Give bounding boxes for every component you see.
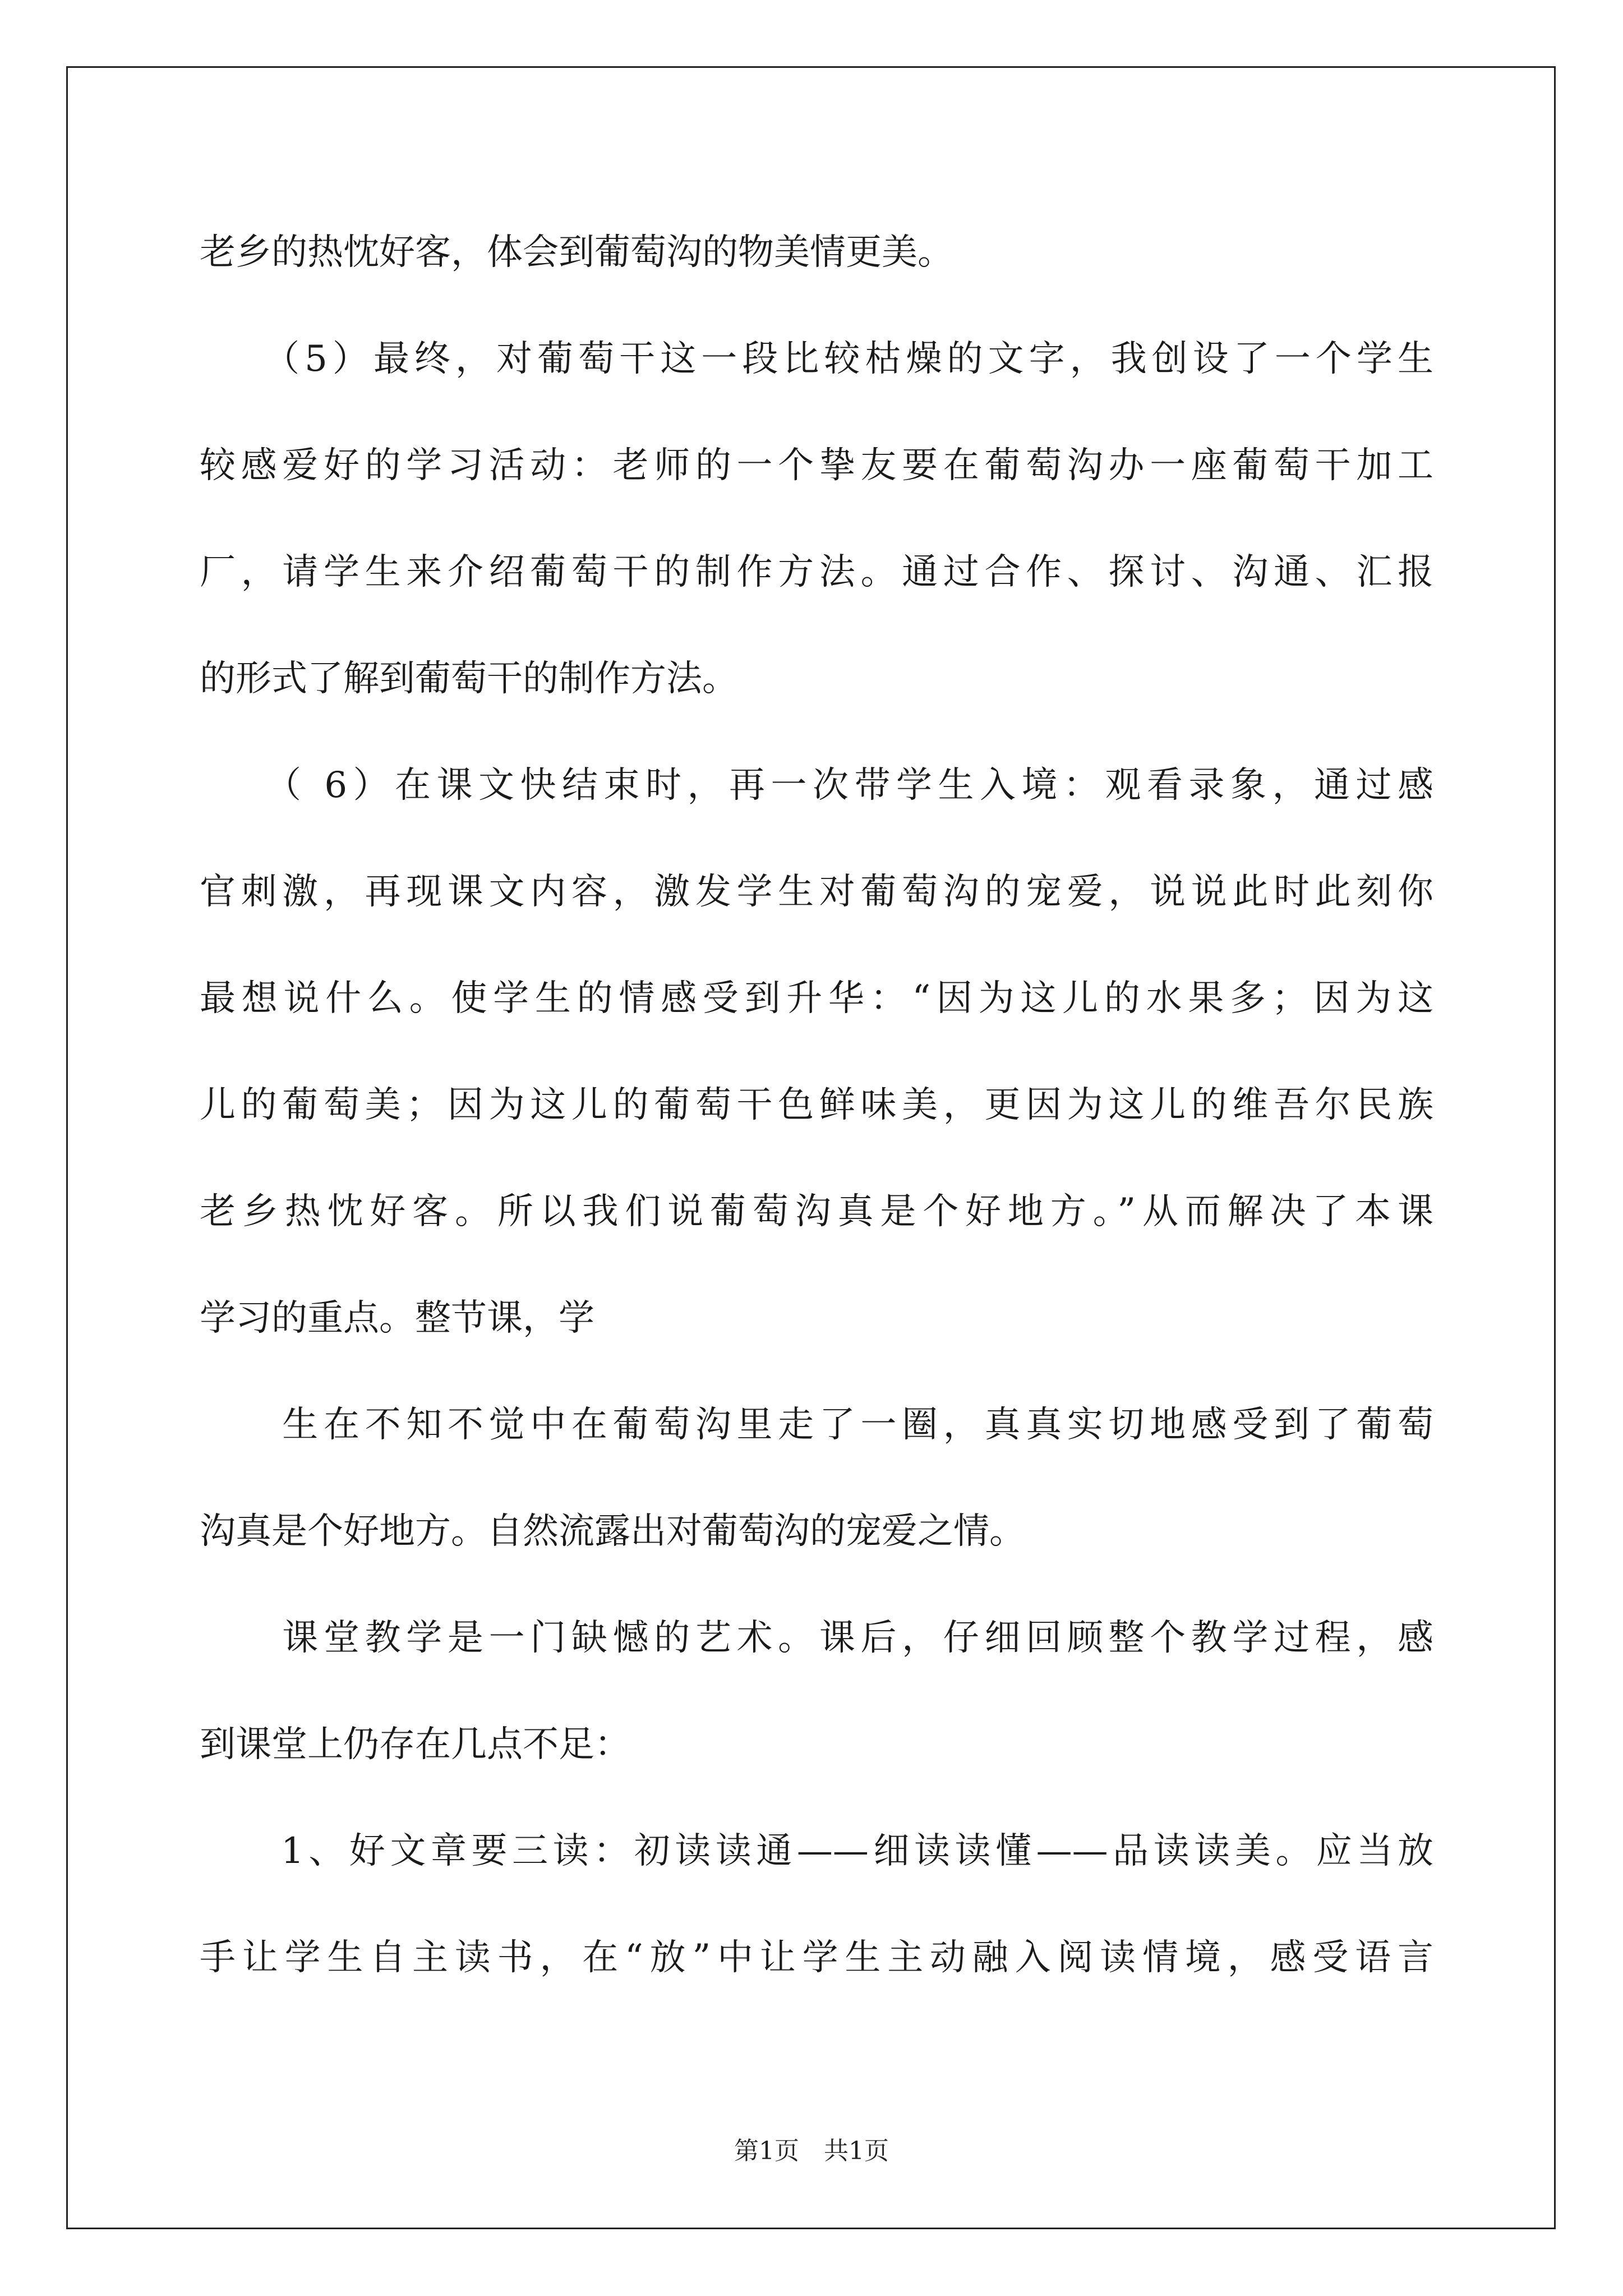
page-total: 共1页 xyxy=(824,2137,889,2165)
text-line: 沟真是个好地方。自然流露出对葡萄沟的宠爱之情。 xyxy=(200,1511,1025,1552)
text-line: 学习的重点。整节课，学 xyxy=(200,1297,594,1339)
text-line: （ 6）在课文快结束时，再一次带学生入境：观看录象，通过感 xyxy=(200,765,1433,806)
text-line: 手让学生自主读书，在“放”中让学生主动融入阅读情境，感受语言 xyxy=(200,1937,1433,1978)
text-line: 课堂教学是一门缺憾的艺术。课后，仔细回顾整个教学过程，感 xyxy=(200,1617,1433,1659)
page-number: 第1页 xyxy=(734,2137,799,2165)
text-line: 1、好文章要三读：初读读通——细读读懂——品读读美。应当放 xyxy=(200,1830,1433,1872)
document-body xyxy=(200,199,1433,2011)
text-line: 老乡热忱好客。所以我们说葡萄沟真是个好地方。”从而解决了本课 xyxy=(200,1191,1433,1232)
text-line: （5）最终，对葡萄干这一段比较枯燥的文字，我创设了一个学生 xyxy=(200,338,1433,380)
text-line: 官刺激，再现课文内容，激发学生对葡萄沟的宠爱，说说此时此刻你 xyxy=(200,871,1433,913)
text-line: 儿的葡萄美；因为这儿的葡萄干色鲜味美，更因为这儿的维吾尔民族 xyxy=(200,1084,1433,1126)
text-line: 的形式了解到葡萄干的制作方法。 xyxy=(200,658,738,700)
text-line: 到课堂上仍存在几点不足： xyxy=(200,1724,630,1765)
text-line: 厂，请学生来介绍葡萄干的制作方法。通过合作、探讨、沟通、汇报 xyxy=(200,551,1433,593)
text-line: 最想说什么。使学生的情感受到升华：“因为这儿的水果多；因为这 xyxy=(200,978,1433,1019)
text-line: 较感爱好的学习活动：老师的一个挚友要在葡萄沟办一座葡萄干加工 xyxy=(200,445,1433,486)
page-footer xyxy=(0,2134,1623,2168)
text-line: 老乡的热忱好客，体会到葡萄沟的物美情更美。 xyxy=(200,232,953,273)
text-line: 生在不知不觉中在葡萄沟里走了一圈，真真实切地感受到了葡萄 xyxy=(200,1404,1433,1446)
